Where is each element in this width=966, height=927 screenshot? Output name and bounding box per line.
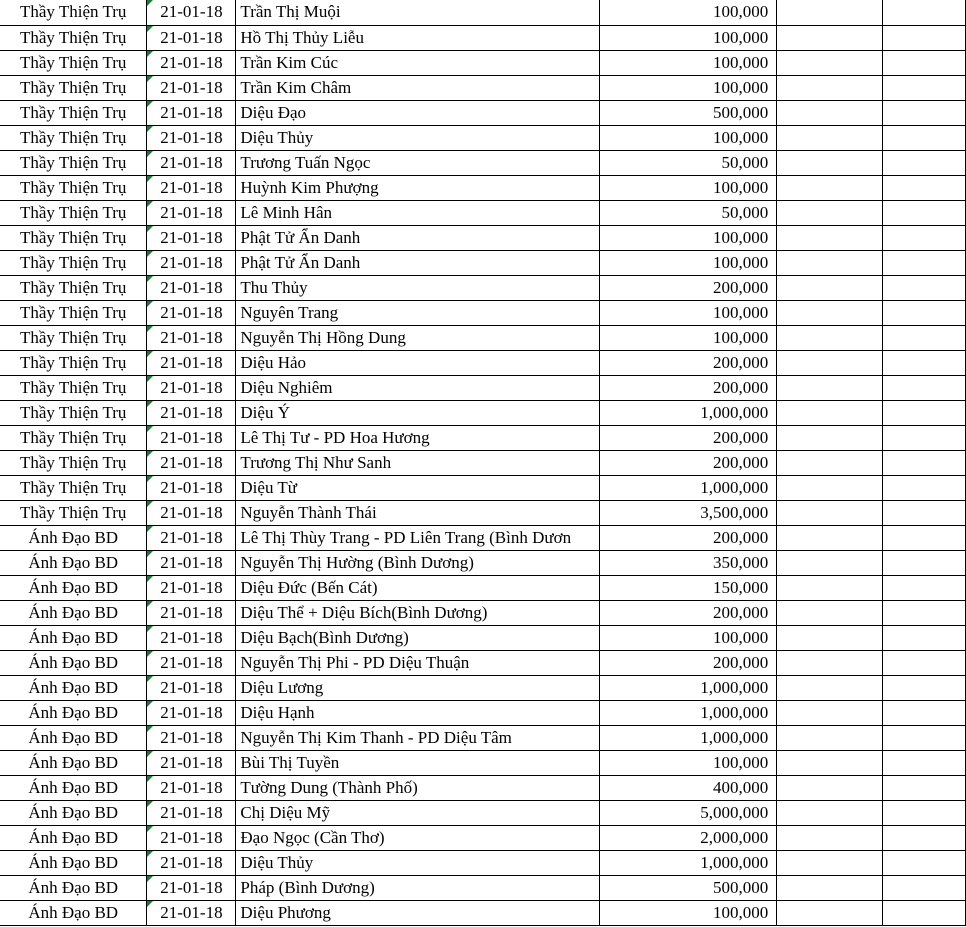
- cell-source[interactable]: Ánh Đạo BD: [0, 850, 147, 875]
- cell-empty[interactable]: [883, 100, 966, 125]
- cell-empty[interactable]: [777, 100, 883, 125]
- table-row: [0, 900, 966, 925]
- cell-amount[interactable]: 400,000: [600, 775, 777, 800]
- cell-source[interactable]: Thầy Thiện Trụ: [0, 400, 147, 425]
- cell-amount[interactable]: 100,000: [600, 0, 777, 25]
- cell-empty[interactable]: [883, 850, 966, 875]
- cell-empty[interactable]: [883, 350, 966, 375]
- cell-donor-name[interactable]: Diệu Lương: [236, 675, 600, 700]
- cell-date[interactable]: 21-01-18: [147, 100, 236, 125]
- cell-donor-name[interactable]: Hồ Thị Thủy Liễu: [236, 25, 600, 50]
- cell-amount[interactable]: 200,000: [600, 425, 777, 450]
- cell-empty[interactable]: [777, 900, 883, 925]
- table-row: [0, 825, 966, 850]
- cell-date[interactable]: 21-01-18: [147, 700, 236, 725]
- cell-source[interactable]: Ánh Đạo BD: [0, 550, 147, 575]
- cell-date[interactable]: 21-01-18: [147, 0, 236, 25]
- cell-empty[interactable]: [883, 375, 966, 400]
- cell-empty[interactable]: [883, 225, 966, 250]
- cell-empty[interactable]: [777, 325, 883, 350]
- cell-amount[interactable]: 5,000,000: [600, 800, 777, 825]
- cell-source[interactable]: Thầy Thiện Trụ: [0, 425, 147, 450]
- cell-donor-name[interactable]: Nguyễn Thành Thái: [236, 500, 600, 525]
- cell-amount[interactable]: 100,000: [600, 75, 777, 100]
- cell-date[interactable]: 21-01-18: [147, 175, 236, 200]
- cell-date[interactable]: 21-01-18: [147, 575, 236, 600]
- cell-source[interactable]: Thầy Thiện Trụ: [0, 50, 147, 75]
- cell-source[interactable]: Ánh Đạo BD: [0, 600, 147, 625]
- cell-source[interactable]: Thầy Thiện Trụ: [0, 375, 147, 400]
- cell-donor-name[interactable]: Huỳnh Kim Phượng: [236, 175, 600, 200]
- cell-date[interactable]: 21-01-18: [147, 475, 236, 500]
- cell-empty[interactable]: [777, 525, 883, 550]
- cell-empty[interactable]: [777, 475, 883, 500]
- table-row: [0, 450, 966, 475]
- table-row: [0, 100, 966, 125]
- cell-empty[interactable]: [777, 200, 883, 225]
- cell-empty[interactable]: [883, 875, 966, 900]
- table-row: [0, 800, 966, 825]
- cell-empty[interactable]: [883, 750, 966, 775]
- cell-empty[interactable]: [883, 200, 966, 225]
- cell-donor-name[interactable]: Diệu Thủy: [236, 125, 600, 150]
- cell-empty[interactable]: [883, 275, 966, 300]
- cell-source[interactable]: Thầy Thiện Trụ: [0, 225, 147, 250]
- cell-donor-name[interactable]: Diệu Hảo: [236, 350, 600, 375]
- table-row: [0, 275, 966, 300]
- cell-empty[interactable]: [777, 850, 883, 875]
- cell-date[interactable]: 21-01-18: [147, 650, 236, 675]
- cell-empty[interactable]: [777, 500, 883, 525]
- cell-date[interactable]: 21-01-18: [147, 75, 236, 100]
- cell-empty[interactable]: [777, 350, 883, 375]
- cell-empty[interactable]: [777, 75, 883, 100]
- cell-amount[interactable]: 200,000: [600, 450, 777, 475]
- cell-empty[interactable]: [883, 25, 966, 50]
- cell-source[interactable]: Ánh Đạo BD: [0, 650, 147, 675]
- cell-amount[interactable]: 50,000: [600, 200, 777, 225]
- cell-date[interactable]: 21-01-18: [147, 750, 236, 775]
- cell-date[interactable]: 21-01-18: [147, 200, 236, 225]
- cell-empty[interactable]: [883, 75, 966, 100]
- table-row: [0, 600, 966, 625]
- cell-donor-name[interactable]: Diệu Bạch(Bình Dương): [236, 625, 600, 650]
- cell-source[interactable]: Ánh Đạo BD: [0, 675, 147, 700]
- cell-amount[interactable]: 100,000: [600, 175, 777, 200]
- cell-empty[interactable]: [777, 175, 883, 200]
- cell-empty[interactable]: [777, 250, 883, 275]
- table-row: [0, 575, 966, 600]
- cell-empty[interactable]: [883, 625, 966, 650]
- cell-source[interactable]: Thầy Thiện Trụ: [0, 75, 147, 100]
- table-row: [0, 750, 966, 775]
- cell-source[interactable]: Ánh Đạo BD: [0, 625, 147, 650]
- cell-amount[interactable]: 100,000: [600, 625, 777, 650]
- cell-date[interactable]: 21-01-18: [147, 625, 236, 650]
- cell-empty[interactable]: [777, 625, 883, 650]
- cell-amount[interactable]: 100,000: [600, 300, 777, 325]
- cell-empty[interactable]: [883, 700, 966, 725]
- cell-source[interactable]: Ánh Đạo BD: [0, 800, 147, 825]
- cell-amount[interactable]: 1,000,000: [600, 850, 777, 875]
- cell-source[interactable]: Thầy Thiện Trụ: [0, 275, 147, 300]
- cell-empty[interactable]: [883, 550, 966, 575]
- cell-amount[interactable]: 1,000,000: [600, 675, 777, 700]
- cell-amount[interactable]: 1,000,000: [600, 700, 777, 725]
- cell-source[interactable]: Thầy Thiện Trụ: [0, 300, 147, 325]
- cell-donor-name[interactable]: Diệu Hạnh: [236, 700, 600, 725]
- cell-donor-name[interactable]: Trương Tuấn Ngọc: [236, 150, 600, 175]
- cell-donor-name[interactable]: Trần Thị Muội: [236, 0, 600, 25]
- cell-empty[interactable]: [883, 825, 966, 850]
- table-row: [0, 250, 966, 275]
- table-row: [0, 225, 966, 250]
- cell-amount[interactable]: 1,000,000: [600, 475, 777, 500]
- cell-date[interactable]: 21-01-18: [147, 300, 236, 325]
- cell-source[interactable]: Thầy Thiện Trụ: [0, 125, 147, 150]
- cell-source[interactable]: Ánh Đạo BD: [0, 575, 147, 600]
- table-row: [0, 325, 966, 350]
- cell-donor-name[interactable]: Bùi Thị Tuyền: [236, 750, 600, 775]
- cell-empty[interactable]: [777, 550, 883, 575]
- cell-date[interactable]: 21-01-18: [147, 850, 236, 875]
- cell-date[interactable]: 21-01-18: [147, 800, 236, 825]
- cell-amount[interactable]: 100,000: [600, 250, 777, 275]
- table-row: [0, 550, 966, 575]
- cell-source[interactable]: Thầy Thiện Trụ: [0, 200, 147, 225]
- cell-date[interactable]: 21-01-18: [147, 725, 236, 750]
- cell-empty[interactable]: [883, 675, 966, 700]
- table-row: [0, 775, 966, 800]
- cell-donor-name[interactable]: Diệu Đạo: [236, 100, 600, 125]
- cell-donor-name[interactable]: Diệu Thể + Diệu Bích(Bình Dương): [236, 600, 600, 625]
- table-row: [0, 650, 966, 675]
- cell-empty[interactable]: [777, 150, 883, 175]
- cell-amount[interactable]: 200,000: [600, 275, 777, 300]
- cell-empty[interactable]: [777, 375, 883, 400]
- cell-date[interactable]: 21-01-18: [147, 900, 236, 925]
- cell-empty[interactable]: [777, 400, 883, 425]
- table-row: [0, 500, 966, 525]
- cell-date[interactable]: 21-01-18: [147, 400, 236, 425]
- cell-amount[interactable]: 500,000: [600, 875, 777, 900]
- cell-empty[interactable]: [883, 250, 966, 275]
- cell-empty[interactable]: [777, 650, 883, 675]
- cell-date[interactable]: 21-01-18: [147, 125, 236, 150]
- cell-date[interactable]: 21-01-18: [147, 425, 236, 450]
- cell-amount[interactable]: 3,500,000: [600, 500, 777, 525]
- cell-amount[interactable]: 1,000,000: [600, 725, 777, 750]
- cell-empty[interactable]: [883, 475, 966, 500]
- cell-amount[interactable]: 100,000: [600, 125, 777, 150]
- cell-empty[interactable]: [883, 300, 966, 325]
- cell-source[interactable]: Thầy Thiện Trụ: [0, 25, 147, 50]
- cell-donor-name[interactable]: Trương Thị Như Sanh: [236, 450, 600, 475]
- cell-date[interactable]: 21-01-18: [147, 500, 236, 525]
- cell-empty[interactable]: [777, 800, 883, 825]
- cell-empty[interactable]: [777, 425, 883, 450]
- cell-donor-name[interactable]: Nguyễn Thị Phi - PD Diệu Thuận: [236, 650, 600, 675]
- cell-donor-name[interactable]: Pháp (Bình Dương): [236, 875, 600, 900]
- cell-amount[interactable]: 100,000: [600, 900, 777, 925]
- cell-date[interactable]: 21-01-18: [147, 150, 236, 175]
- cell-donor-name[interactable]: Lê Minh Hân: [236, 200, 600, 225]
- table-row: [0, 875, 966, 900]
- cell-amount[interactable]: 100,000: [600, 325, 777, 350]
- cell-source[interactable]: Thầy Thiện Trụ: [0, 500, 147, 525]
- cell-empty[interactable]: [777, 575, 883, 600]
- cell-empty[interactable]: [883, 450, 966, 475]
- cell-empty[interactable]: [777, 450, 883, 475]
- cell-date[interactable]: 21-01-18: [147, 875, 236, 900]
- cell-empty[interactable]: [883, 900, 966, 925]
- cell-empty[interactable]: [777, 225, 883, 250]
- cell-amount[interactable]: 100,000: [600, 50, 777, 75]
- cell-empty[interactable]: [777, 875, 883, 900]
- cell-empty[interactable]: [883, 325, 966, 350]
- cell-amount[interactable]: 200,000: [600, 650, 777, 675]
- cell-donor-name[interactable]: Nguyên Trang: [236, 300, 600, 325]
- cell-empty[interactable]: [777, 700, 883, 725]
- table-row: [0, 350, 966, 375]
- cell-empty[interactable]: [777, 725, 883, 750]
- cell-donor-name[interactable]: Phật Tử Ẩn Danh: [236, 225, 600, 250]
- cell-empty[interactable]: [883, 525, 966, 550]
- cell-donor-name[interactable]: Trần Kim Châm: [236, 75, 600, 100]
- cell-donor-name[interactable]: Tường Dung (Thành Phố): [236, 775, 600, 800]
- cell-donor-name[interactable]: Lê Thị Thùy Trang - PD Liên Trang (Bình Dươn: [236, 525, 600, 550]
- cell-date[interactable]: 21-01-18: [147, 25, 236, 50]
- cell-source[interactable]: Ánh Đạo BD: [0, 875, 147, 900]
- cell-source[interactable]: Ánh Đạo BD: [0, 825, 147, 850]
- cell-empty[interactable]: [883, 50, 966, 75]
- cell-date[interactable]: 21-01-18: [147, 350, 236, 375]
- table-row: [0, 425, 966, 450]
- cell-source[interactable]: Thầy Thiện Trụ: [0, 150, 147, 175]
- cell-donor-name[interactable]: Lê Thị Tư - PD Hoa Hương: [236, 425, 600, 450]
- cell-source[interactable]: Ánh Đạo BD: [0, 775, 147, 800]
- cell-empty[interactable]: [777, 275, 883, 300]
- cell-amount[interactable]: 500,000: [600, 100, 777, 125]
- cell-empty[interactable]: [777, 825, 883, 850]
- cell-empty[interactable]: [883, 775, 966, 800]
- cell-empty[interactable]: [777, 750, 883, 775]
- cell-date[interactable]: 21-01-18: [147, 525, 236, 550]
- cell-amount[interactable]: 100,000: [600, 750, 777, 775]
- cell-empty[interactable]: [777, 25, 883, 50]
- cell-date[interactable]: 21-01-18: [147, 375, 236, 400]
- cell-empty[interactable]: [883, 500, 966, 525]
- cell-empty[interactable]: [777, 775, 883, 800]
- cell-amount[interactable]: 200,000: [600, 525, 777, 550]
- cell-empty[interactable]: [883, 125, 966, 150]
- cell-amount[interactable]: 350,000: [600, 550, 777, 575]
- cell-empty[interactable]: [777, 600, 883, 625]
- cell-date[interactable]: 21-01-18: [147, 550, 236, 575]
- cell-source[interactable]: Thầy Thiện Trụ: [0, 325, 147, 350]
- cell-date[interactable]: 21-01-18: [147, 450, 236, 475]
- cell-donor-name[interactable]: Nguyễn Thị Hường (Bình Dương): [236, 550, 600, 575]
- cell-donor-name[interactable]: Đạo Ngọc (Cần Thơ): [236, 825, 600, 850]
- table-row: [0, 25, 966, 50]
- cell-date[interactable]: 21-01-18: [147, 825, 236, 850]
- cell-amount[interactable]: 2,000,000: [600, 825, 777, 850]
- cell-date[interactable]: 21-01-18: [147, 600, 236, 625]
- cell-amount[interactable]: 50,000: [600, 150, 777, 175]
- cell-amount[interactable]: 200,000: [600, 375, 777, 400]
- table-row: [0, 525, 966, 550]
- cell-donor-name[interactable]: Nguyễn Thị Hồng Dung: [236, 325, 600, 350]
- cell-empty[interactable]: [883, 800, 966, 825]
- table-row: [0, 475, 966, 500]
- table-row: [0, 375, 966, 400]
- cell-date[interactable]: 21-01-18: [147, 275, 236, 300]
- cell-donor-name[interactable]: Chị Diệu Mỹ: [236, 800, 600, 825]
- table-row: [0, 50, 966, 75]
- cell-empty[interactable]: [883, 575, 966, 600]
- table-row: [0, 125, 966, 150]
- cell-date[interactable]: 21-01-18: [147, 675, 236, 700]
- cell-donor-name[interactable]: Diệu Phương: [236, 900, 600, 925]
- cell-source[interactable]: Thầy Thiện Trụ: [0, 175, 147, 200]
- cell-donor-name[interactable]: Nguyễn Thị Kim Thanh - PD Diệu Tâm: [236, 725, 600, 750]
- cell-date[interactable]: 21-01-18: [147, 225, 236, 250]
- table-row: [0, 725, 966, 750]
- cell-donor-name[interactable]: Diệu Đức (Bến Cát): [236, 575, 600, 600]
- cell-empty[interactable]: [883, 650, 966, 675]
- cell-donor-name[interactable]: Diệu Ý: [236, 400, 600, 425]
- cell-amount[interactable]: 100,000: [600, 225, 777, 250]
- cell-empty[interactable]: [777, 675, 883, 700]
- cell-donor-name[interactable]: Diệu Từ: [236, 475, 600, 500]
- cell-source[interactable]: Thầy Thiện Trụ: [0, 450, 147, 475]
- cell-empty[interactable]: [883, 175, 966, 200]
- cell-empty[interactable]: [883, 425, 966, 450]
- cell-donor-name[interactable]: Trần Kim Cúc: [236, 50, 600, 75]
- cell-date[interactable]: 21-01-18: [147, 250, 236, 275]
- table-row: [0, 400, 966, 425]
- cell-source[interactable]: Thầy Thiện Trụ: [0, 0, 147, 25]
- cell-empty[interactable]: [883, 600, 966, 625]
- cell-empty[interactable]: [777, 0, 883, 25]
- cell-empty[interactable]: [883, 725, 966, 750]
- cell-empty[interactable]: [883, 150, 966, 175]
- table-row: [0, 75, 966, 100]
- table-row: [0, 200, 966, 225]
- table-row: [0, 150, 966, 175]
- table-row: [0, 0, 966, 25]
- cell-date[interactable]: 21-01-18: [147, 325, 236, 350]
- cell-amount[interactable]: 200,000: [600, 350, 777, 375]
- cell-source[interactable]: Ánh Đạo BD: [0, 525, 147, 550]
- cell-amount[interactable]: 150,000: [600, 575, 777, 600]
- cell-source[interactable]: Ánh Đạo BD: [0, 750, 147, 775]
- table-row: [0, 175, 966, 200]
- cell-source[interactable]: Thầy Thiện Trụ: [0, 350, 147, 375]
- cell-donor-name[interactable]: Diệu Nghiêm: [236, 375, 600, 400]
- cell-source[interactable]: Ánh Đạo BD: [0, 700, 147, 725]
- cell-amount[interactable]: 200,000: [600, 600, 777, 625]
- cell-donor-name[interactable]: Thu Thủy: [236, 275, 600, 300]
- cell-empty[interactable]: [883, 0, 966, 25]
- cell-source[interactable]: Ánh Đạo BD: [0, 900, 147, 925]
- cell-source[interactable]: Thầy Thiện Trụ: [0, 250, 147, 275]
- cell-donor-name[interactable]: Phật Tử Ẩn Danh: [236, 250, 600, 275]
- cell-date[interactable]: 21-01-18: [147, 775, 236, 800]
- cell-donor-name[interactable]: Diệu Thủy: [236, 850, 600, 875]
- cell-amount[interactable]: 100,000: [600, 25, 777, 50]
- table-row: [0, 850, 966, 875]
- table-row: [0, 300, 966, 325]
- cell-empty[interactable]: [777, 125, 883, 150]
- table-row: [0, 675, 966, 700]
- table-row: [0, 700, 966, 725]
- table-row: [0, 625, 966, 650]
- cell-source[interactable]: Thầy Thiện Trụ: [0, 475, 147, 500]
- cell-source[interactable]: Thầy Thiện Trụ: [0, 100, 147, 125]
- cell-empty[interactable]: [777, 300, 883, 325]
- cell-date[interactable]: 21-01-18: [147, 50, 236, 75]
- cell-amount[interactable]: 1,000,000: [600, 400, 777, 425]
- cell-empty[interactable]: [777, 50, 883, 75]
- cell-source[interactable]: Ánh Đạo BD: [0, 725, 147, 750]
- cell-empty[interactable]: [883, 400, 966, 425]
